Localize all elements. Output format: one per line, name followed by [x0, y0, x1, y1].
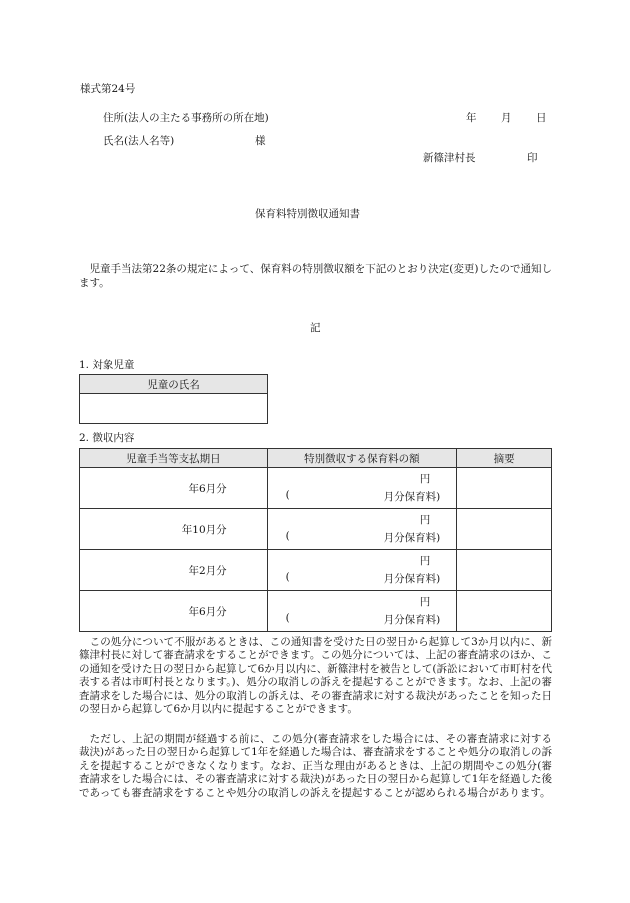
child-name-table	[79, 374, 268, 424]
col-header-note: 摘要	[457, 449, 552, 468]
name-label: 氏名(法人名等)	[103, 135, 175, 147]
appeal-notice-2: ただし、上記の期間が経過する前に、この処分(審査請求をした場合には、その審査請求に対する裁決)があった日の翌日から起算して1年を経過した場合は、審査請求をすることや処分の取消しの訴えを提起することができなくなります。なお、正当な理由があるときは、上記の期間やこの処分(審査請求をした場合には、その審査請求に対する裁決)があった日の翌日から起算して1年を経過した後であっても審査請求をすることや処分の取消しの訴えを提起することが認められる場合があります。	[79, 733, 552, 799]
seal-mark: 印	[527, 152, 538, 164]
col-header-amount: 特別徴収する保育料の額	[267, 449, 457, 468]
note-cell	[457, 468, 552, 509]
table-row	[80, 591, 552, 632]
form-number: 様式第24号	[80, 83, 136, 95]
section1-heading: 1. 対象児童	[79, 359, 135, 371]
issuer-name: 新篠津村長	[423, 152, 476, 164]
open-paren: (	[285, 489, 290, 501]
payment-period: 年10月分	[80, 509, 268, 550]
document-title: 保育料特別徴収通知書	[255, 208, 360, 220]
yen-unit: 円	[419, 473, 431, 485]
payment-period: 年6月分	[80, 468, 268, 509]
payment-period: 年2月分	[80, 550, 268, 591]
month-fee-label: 月分保育料)	[383, 532, 441, 544]
child-name-cell	[80, 394, 268, 424]
amount-cell	[267, 509, 457, 550]
table-row	[80, 468, 552, 509]
amount-cell	[267, 550, 457, 591]
amount-cell	[267, 591, 457, 632]
date-year: 年	[466, 112, 477, 124]
address-label: 住所(法人の主たる事務所の所在地)	[103, 112, 269, 124]
table-row	[80, 550, 552, 591]
section2-heading: 2. 徴収内容	[79, 432, 135, 444]
open-paren: (	[285, 612, 290, 624]
amount-cell	[267, 468, 457, 509]
month-fee-label: 月分保育料)	[383, 614, 441, 626]
note-cell	[457, 550, 552, 591]
month-fee-label: 月分保育料)	[383, 573, 441, 585]
date-day: 日	[536, 112, 547, 124]
child-name-header: 児童の氏名	[80, 375, 268, 394]
sama-suffix: 様	[255, 135, 266, 147]
appeal-notice-1: この処分について不服があるときは、この通知書を受けた日の翌日から起算して3か月以内に、新篠津村長に対して審査請求をすることができます。この処分については、上記の審査請求のほか、この通知を受けた日の翌日から起算して6か月以内に、新篠津村を被告として(訴訟において市町村を代表する者は市町村長となります。)、処分の取消しの訴えを提起することができます。なお、上記の審査請求をした場合には、処分の取消しの訴えは、その審査請求に対する裁決があったことを知った日の翌日から起算して6か月以内に提起することができます。	[79, 636, 552, 716]
table-row	[80, 509, 552, 550]
yen-unit: 円	[419, 514, 431, 526]
note-cell	[457, 591, 552, 632]
payment-period: 年6月分	[80, 591, 268, 632]
month-fee-label: 月分保育料)	[383, 491, 441, 503]
col-header-payment-date: 児童手当等支払期日	[80, 449, 268, 468]
collection-table	[79, 448, 552, 632]
intro-paragraph: 児童手当法第22条の規定によって、保育料の特別徴収額を下記のとおり決定(変更)したので通知します。	[79, 263, 552, 289]
ki-heading: 記	[310, 322, 321, 334]
date-month: 月	[501, 112, 512, 124]
note-cell	[457, 509, 552, 550]
open-paren: (	[285, 530, 290, 542]
yen-unit: 円	[419, 555, 431, 567]
yen-unit: 円	[419, 596, 431, 608]
open-paren: (	[285, 571, 290, 583]
